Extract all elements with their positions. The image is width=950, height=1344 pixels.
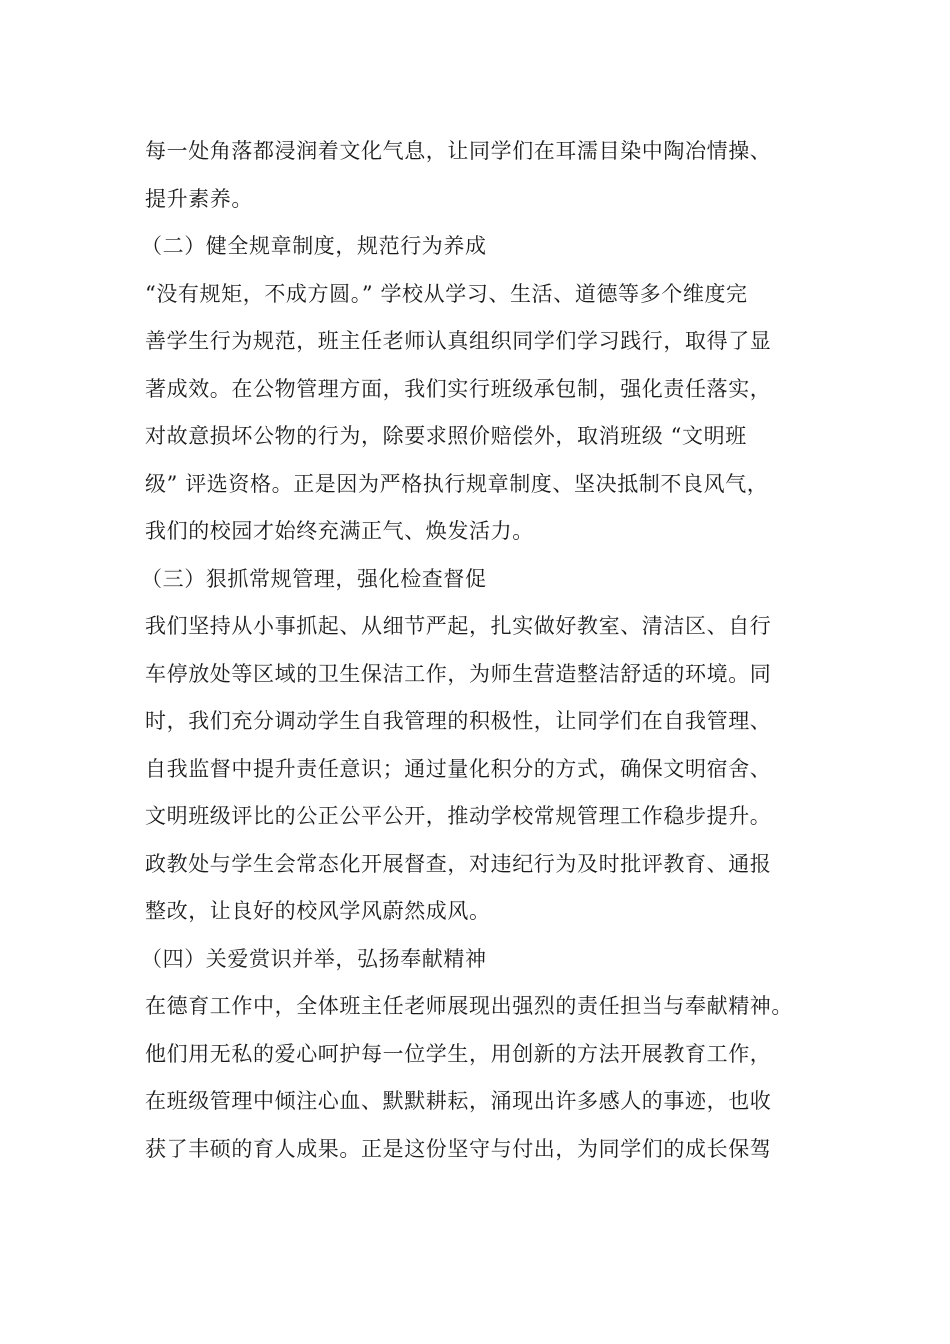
text-line: 获了丰硕的育人成果。正是这份坚守与付出，为同学们的成长保驾 [145, 1136, 772, 1161]
text-line: “没有规矩，不成方圆。” 学校从学习、生活、道德等多个维度完 [145, 281, 748, 306]
text-line: 我们坚持从小事抓起、从细节严起，扎实做好教室、清洁区、自行 [145, 614, 772, 638]
section-heading-4: （四）关爱赏识并举，弘扬奉献精神 [141, 946, 487, 971]
text-line: 时，我们充分调动学生自我管理的积极性，让同学们在自我管理、 [145, 709, 772, 733]
text-line: 整改，让良好的校风学风蔚然成风。 [145, 899, 491, 923]
text-line: 在班级管理中倾注心血、默默耕耘，涌现出许多感人的事迹，也收 [145, 1089, 772, 1113]
section-heading-3: （三）狠抓常规管理，强化检查督促 [141, 566, 487, 591]
text-line: 自我监督中提升责任意识；通过量化积分的方式，确保文明宿舍、 [145, 756, 772, 781]
text-line: 在德育工作中，全体班主任老师展现出强烈的责任担当与奉献精神。 [145, 994, 793, 1018]
document-body [141, 128, 835, 1173]
text-line: 车停放处等区域的卫生保洁工作，为师生营造整洁舒适的环境。同 [145, 661, 772, 686]
text-line: 提升素养。 [145, 186, 253, 211]
text-line: 每一处角落都浸润着文化气息，让同学们在耳濡目染中陶冶情操、 [145, 139, 772, 163]
section-heading-2: （二）健全规章制度，规范行为养成 [141, 234, 487, 258]
text-line: 我们的校园才始终充满正气、焕发活力。 [145, 519, 534, 543]
text-line: 对故意损坏公物的行为，除要求照价赔偿外，取消班级 “文明班 [145, 424, 747, 448]
text-line: 文明班级评比的公正公平公开，推动学校常规管理工作稳步提升。 [145, 804, 772, 828]
text-line: 政教处与学生会常态化开展督查，对违纪行为及时批评教育、通报 [145, 851, 772, 876]
text-line: 他们用无私的爱心呵护每一位学生，用创新的方法开展教育工作， [145, 1041, 772, 1066]
text-line: 级” 评选资格。正是因为严格执行规章制度、坚决抵制不良风气， [145, 471, 769, 496]
text-line: 善学生行为规范，班主任老师认真组织同学们学习践行，取得了显 [145, 329, 772, 353]
text-line: 著成效。在公物管理方面，我们实行班级承包制，强化责任落实， [145, 376, 772, 401]
